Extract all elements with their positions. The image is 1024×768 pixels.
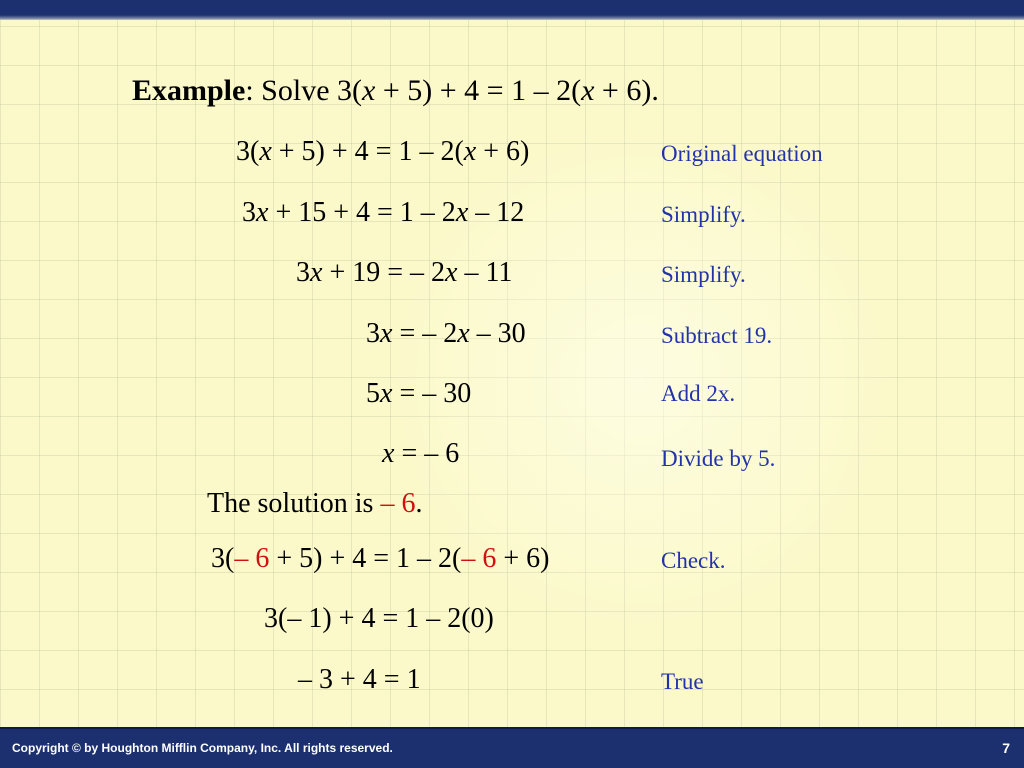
solution-statement bbox=[207, 490, 422, 518]
variable-x: x bbox=[380, 378, 393, 409]
equation-line-simplify-1 bbox=[242, 199, 524, 227]
equation-line-simplify-2 bbox=[296, 259, 512, 287]
variable-x: x bbox=[259, 136, 272, 167]
equation-text: 3( bbox=[236, 136, 260, 167]
equation-text: 3( bbox=[211, 543, 235, 574]
variable-x: x bbox=[457, 318, 470, 349]
variable-x: x bbox=[463, 136, 477, 167]
step-note: Simplify. bbox=[661, 202, 746, 227]
variable-x: x bbox=[445, 257, 458, 288]
variable-x: x bbox=[382, 438, 395, 469]
step-note: Subtract 19. bbox=[661, 323, 773, 348]
title-bold: Example bbox=[132, 74, 246, 107]
title-text: + 5) + 4 = 1 – 2( bbox=[375, 74, 582, 107]
equation-text: = – 30 bbox=[392, 378, 472, 409]
copyright-text: Copyright © by Houghton Mifflin Company, Inc. All rights reserved. bbox=[12, 741, 393, 755]
equation-text: = – 2 bbox=[392, 318, 458, 349]
page-number: 7 bbox=[1002, 740, 1010, 756]
step-note: Check. bbox=[661, 548, 726, 573]
equation-line-original bbox=[236, 138, 529, 166]
equation-text: – 12 bbox=[468, 197, 525, 228]
equation-line-subtract bbox=[366, 320, 526, 348]
equation-line-divide bbox=[382, 440, 459, 468]
equation-text: + 5) + 4 = 1 – 2( bbox=[269, 543, 462, 574]
title-text: + 6). bbox=[594, 74, 659, 107]
equation-text: + 5) + 4 = 1 – 2( bbox=[271, 136, 464, 167]
variable-x: x bbox=[380, 318, 393, 349]
highlight-value: – 6 bbox=[234, 543, 270, 574]
step-note: Divide by 5. bbox=[661, 446, 776, 471]
equation-text: 3 bbox=[296, 257, 310, 288]
highlight-value: – 6 bbox=[461, 543, 497, 574]
step-note: Add 2x. bbox=[661, 381, 736, 406]
equation-text: + 19 = – 2 bbox=[322, 257, 446, 288]
equation-text: + 6) bbox=[496, 543, 550, 574]
equation-text: – 11 bbox=[457, 257, 513, 288]
equation-text: 3 bbox=[242, 197, 256, 228]
step-note: Original equation bbox=[661, 141, 823, 166]
equation-line-add bbox=[366, 380, 471, 408]
check-line bbox=[264, 605, 494, 633]
variable-x: x bbox=[455, 197, 469, 228]
title-var: x bbox=[581, 74, 595, 107]
variable-x: x bbox=[256, 197, 269, 228]
equation-text: – 30 bbox=[469, 318, 526, 349]
variable-x: x bbox=[310, 257, 323, 288]
equation-text: 3 bbox=[366, 318, 380, 349]
equation-text: + 6) bbox=[476, 136, 530, 167]
footer-bar bbox=[0, 727, 1024, 768]
equation-text: 5 bbox=[366, 378, 380, 409]
step-note: True bbox=[661, 669, 704, 694]
check-line bbox=[211, 545, 549, 573]
equation-text: – 3 + 4 = 1 bbox=[298, 664, 421, 695]
solution-text: The solution is bbox=[207, 488, 381, 519]
title-var: x bbox=[362, 74, 376, 107]
title-text: : Solve 3( bbox=[245, 74, 363, 107]
solution-end: . bbox=[415, 488, 423, 519]
step-note: Simplify. bbox=[661, 262, 746, 287]
header-bar bbox=[0, 0, 1024, 20]
equation-text: + 15 + 4 = 1 – 2 bbox=[268, 197, 456, 228]
equation-text: 3(– 1) + 4 = 1 – 2(0) bbox=[264, 603, 494, 634]
solution-value: – 6 bbox=[380, 488, 416, 519]
check-line bbox=[298, 666, 421, 694]
equation-text: = – 6 bbox=[394, 438, 460, 469]
slide-title bbox=[132, 76, 659, 106]
